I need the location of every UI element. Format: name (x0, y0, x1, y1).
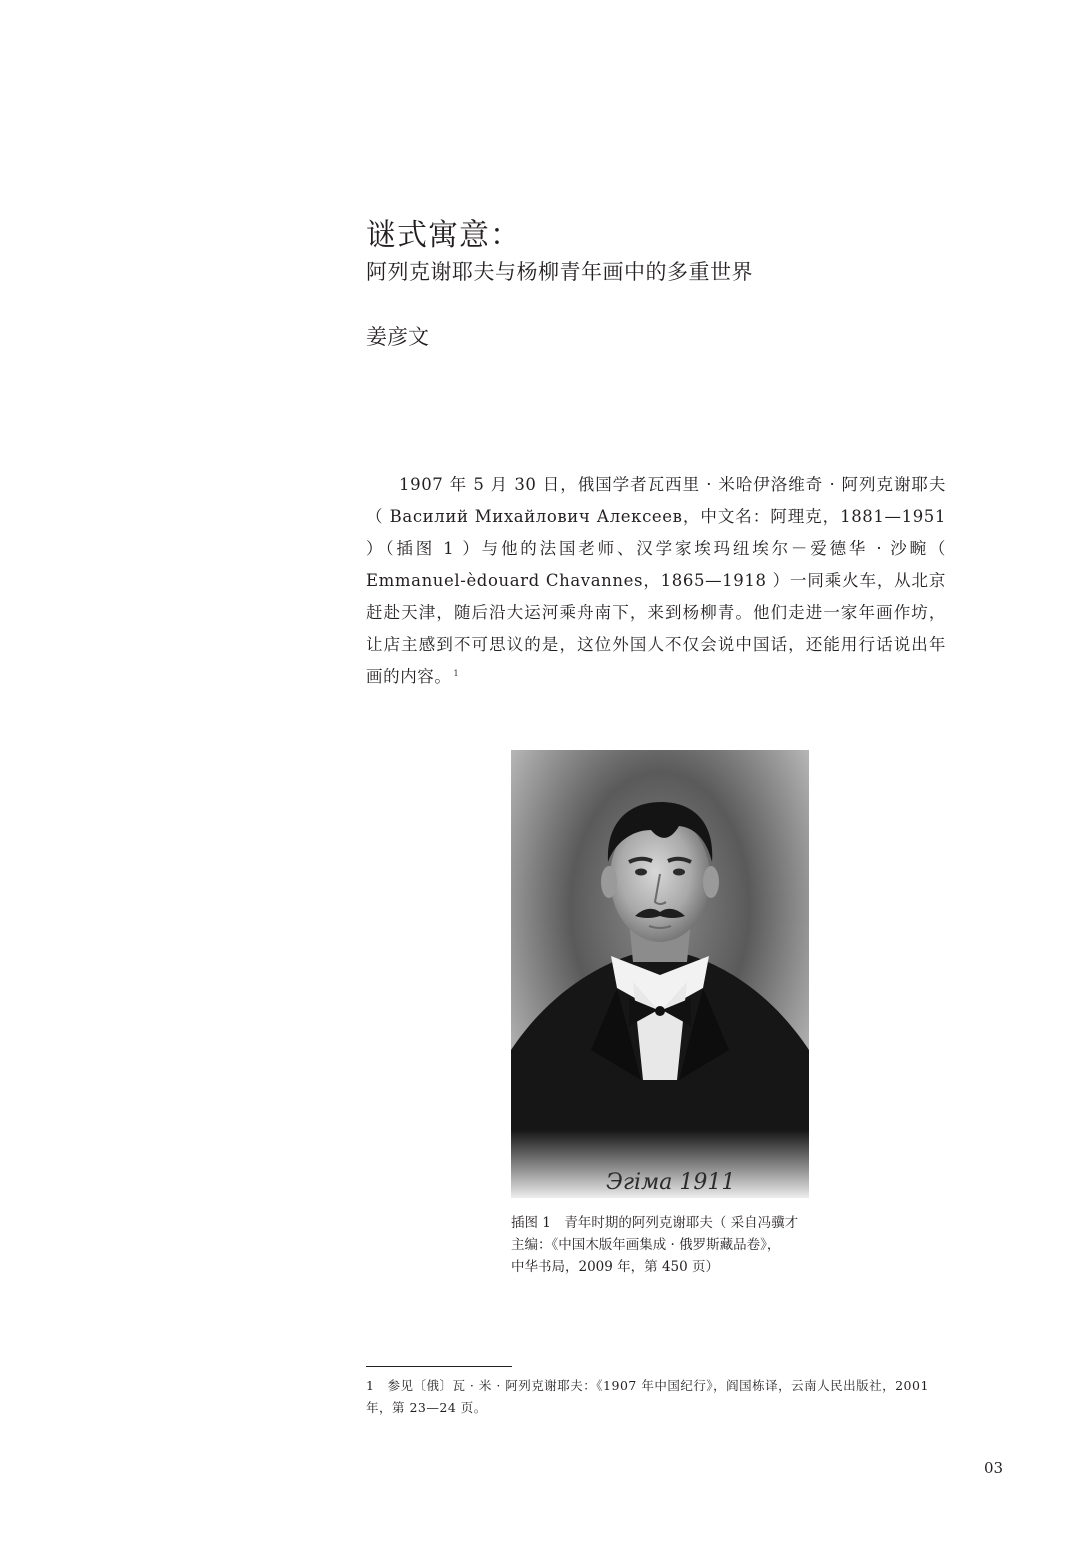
footnote-text: 1 参见〔俄〕瓦 · 米 · 阿列克谢耶夫：《1907 年中国纪行》，阎国栋译，云南人民出版社，2001 年，第 23—24 页。 (366, 1378, 929, 1415)
article-author: 姜彦文 (366, 325, 429, 349)
page-number: 03 (984, 1459, 1004, 1477)
photo-inscription: Эгіма 1911 (606, 1170, 736, 1195)
article-subtitle: 阿列克谢耶夫与杨柳青年画中的多重世界 (366, 260, 753, 284)
footnote-divider (366, 1366, 512, 1367)
footnote-reference[interactable]: 1 (453, 668, 460, 678)
article-title: 谜式寓意： (366, 218, 521, 253)
caption-line: 主编：《中国木版年画集成 · 俄罗斯藏品卷》， (511, 1237, 781, 1253)
body-paragraph (366, 469, 946, 693)
body-paragraph-text: 1907 年 5 月 30 日，俄国学者瓦西里 · 米哈伊洛维奇 · 阿列克谢耶夫（ Василий Михайлович Алексеев，中文名：阿理克，1881—1951 ）（插图 1 ）与他的法国老师、汉学家埃玛纽埃尔－爱德华 · 沙畹（ Emmanuel-èdouard Chavannes，1865—1918 ）一同乘火车，从北京赶赴天津，随后沿大运河乘舟南下，来到杨柳青。他们走进一家年画作坊，让店主感到不可思议的是，这位外国人不仅会说中国话，还能用行话说出年画的内容。 (366, 475, 946, 686)
caption-line: 插图 1 青年时期的阿列克谢耶夫（ 采自冯骥才 (511, 1215, 799, 1231)
figure-caption (511, 1212, 831, 1278)
caption-line: 中华书局，2009 年，第 450 页） (511, 1259, 719, 1275)
portrait-illustration (511, 750, 809, 1198)
portrait-photo (511, 750, 809, 1198)
